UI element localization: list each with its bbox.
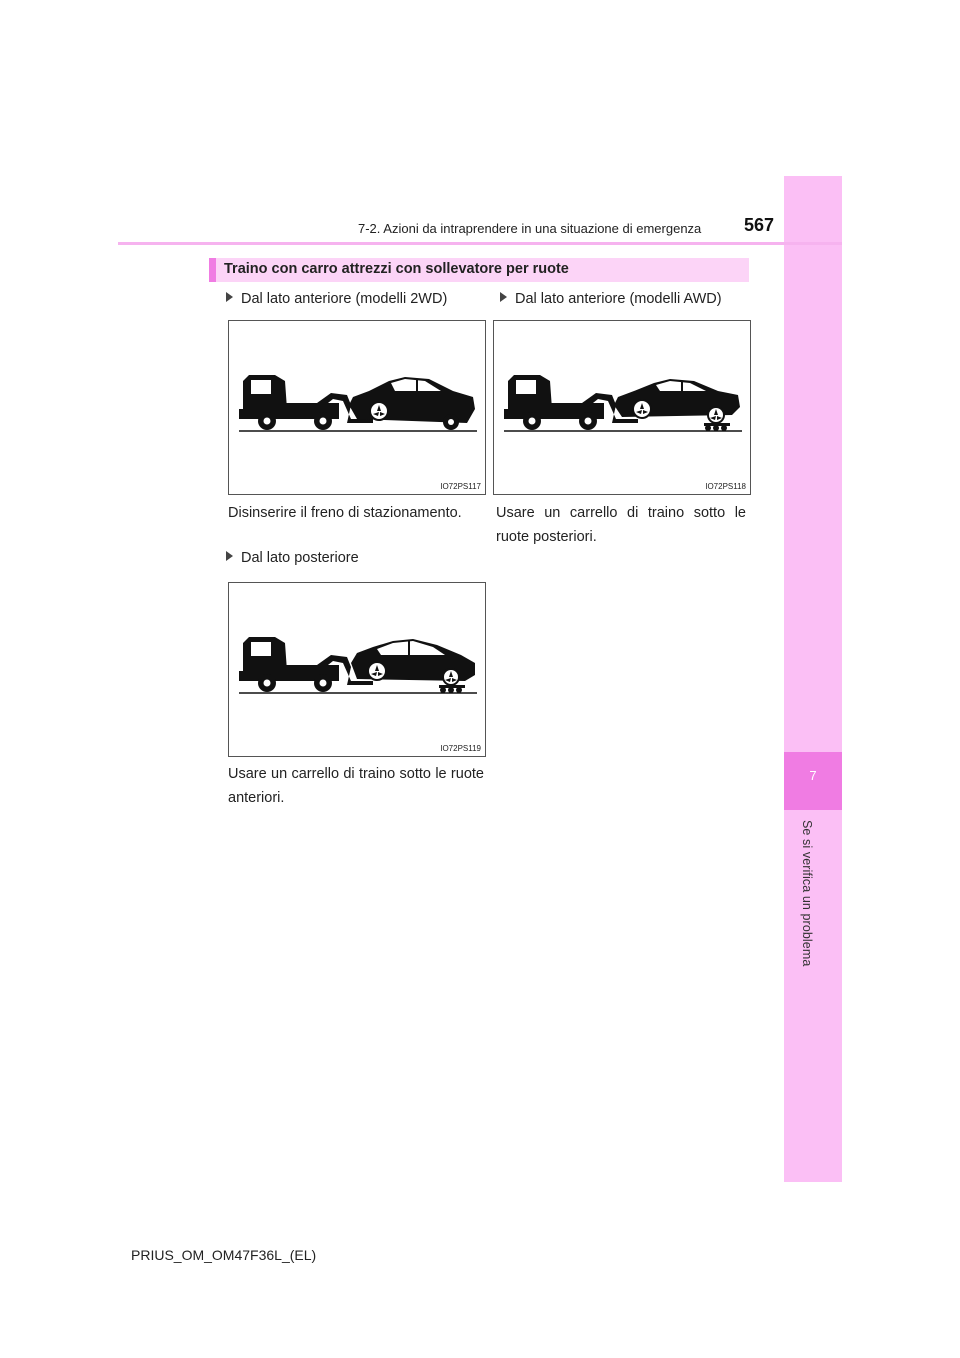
figure-rear [228, 582, 486, 757]
tow-truck-rear-illustration [229, 583, 485, 756]
item-text-front-awd: Usare un carrello di traino sotto le ruote posteriori. [496, 505, 746, 545]
item-heading-front-awd: Dal lato anteriore (modelli AWD) [500, 291, 722, 307]
figure-code: IO72PS118 [705, 482, 746, 491]
item-text-rear: Usare un carrello di traino sotto le ruote anteriori. [228, 766, 484, 806]
header-rule [118, 242, 842, 245]
item-text-front-2wd: Disinserire il freno di stazionamento. [228, 505, 462, 521]
bullet-triangle-icon [500, 292, 507, 302]
section-title-accent [209, 258, 216, 282]
chapter-number: 7 [809, 768, 817, 783]
page-number: 567 [744, 215, 775, 235]
footer-code: PRIUS_OM_OM47F36L_(EL) [131, 1247, 317, 1263]
figure-front-awd [493, 320, 751, 495]
section-title: Traino con carro attrezzi con sollevatore per ruote [224, 261, 569, 277]
item-heading-front-2wd: Dal lato anteriore (modelli 2WD) [226, 291, 447, 307]
item-heading-rear: Dal lato posteriore [226, 550, 359, 566]
figure-front-2wd [228, 320, 486, 495]
bullet-triangle-icon [226, 292, 233, 302]
figure-code: IO72PS119 [440, 744, 481, 753]
header-section-title: 7-2. Azioni da intraprendere in una situazione di emergenza [358, 221, 702, 236]
tow-truck-front-2wd-illustration [229, 321, 485, 494]
chapter-side-tab [784, 176, 842, 1182]
tow-truck-front-awd-illustration [494, 321, 750, 494]
figure-code: IO72PS117 [440, 482, 481, 491]
chapter-title: Se si verifica un problema [800, 820, 814, 967]
bullet-triangle-icon [226, 551, 233, 561]
